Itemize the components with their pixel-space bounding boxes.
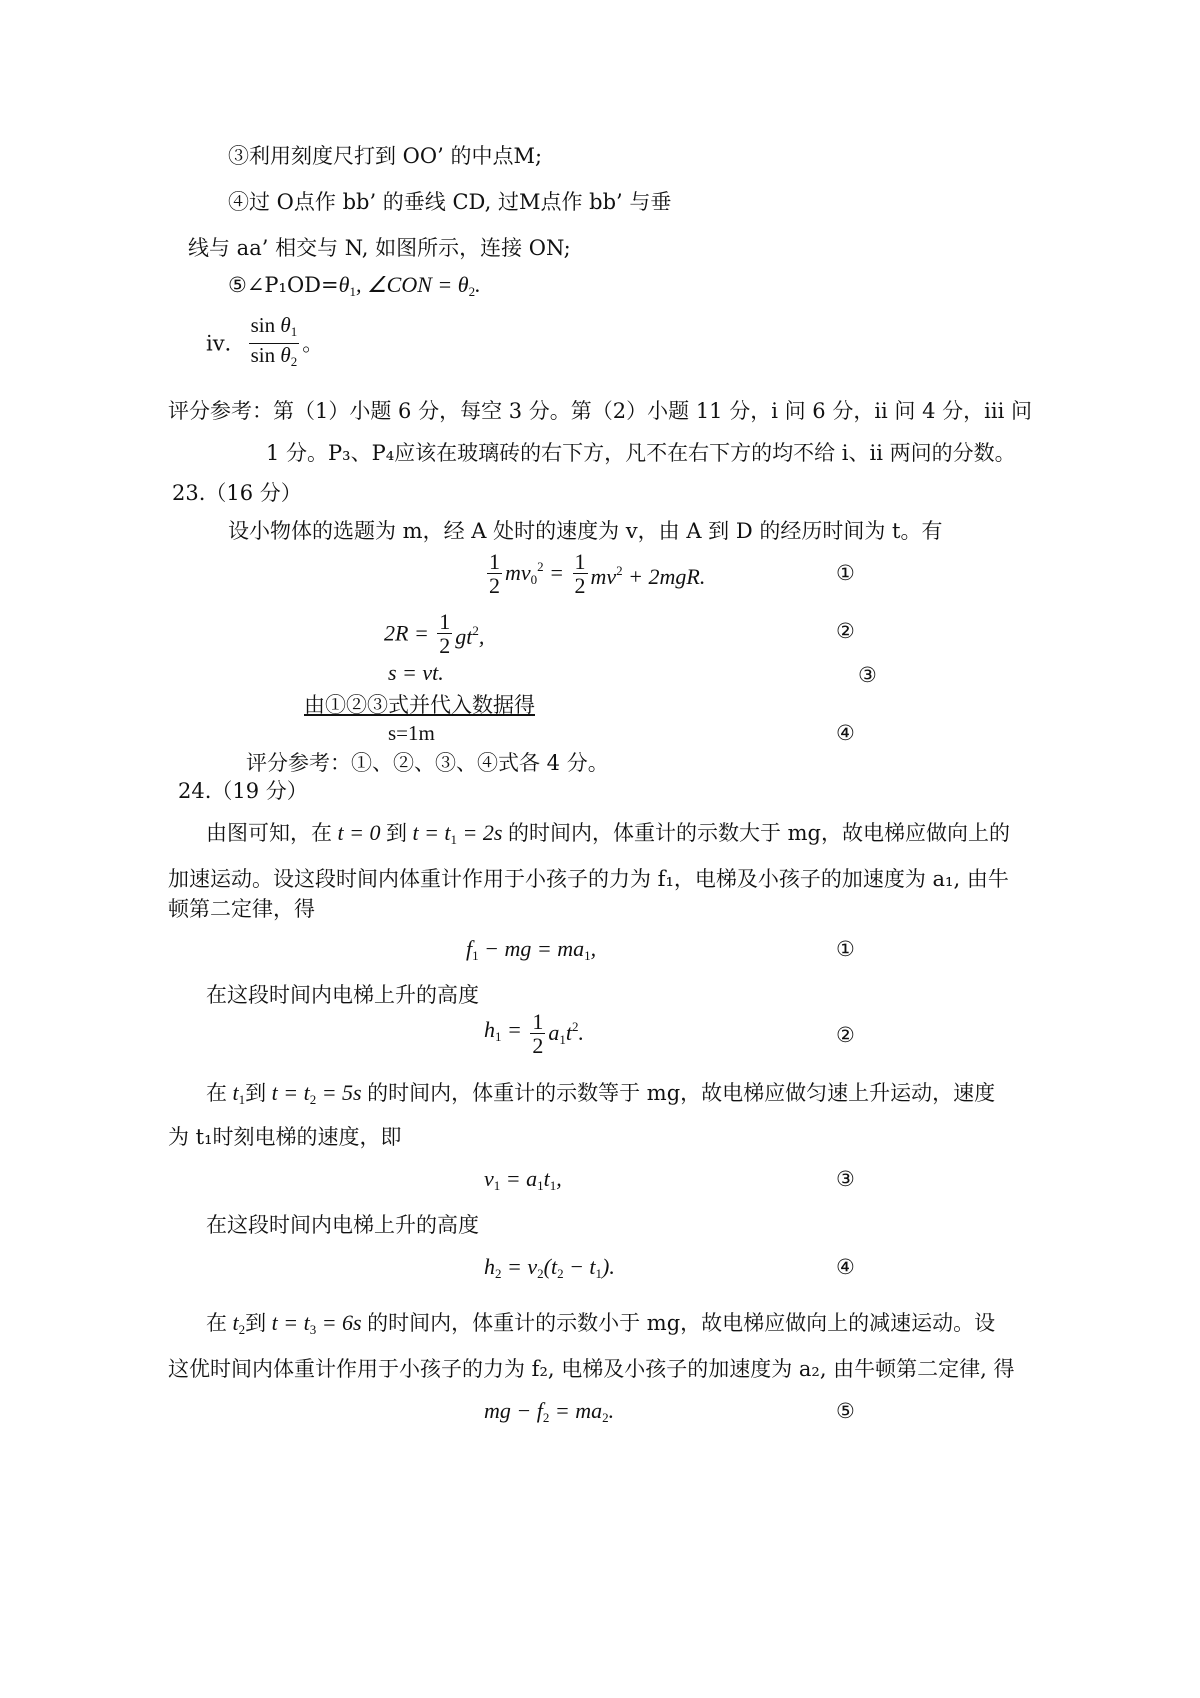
scoring-22-line2: 1 分。P₃、P₄应该在玻璃砖的右下方，凡不在右下方的均不给 i、ii 两问的分数。: [266, 441, 1016, 465]
sin-ratio: $\frac{\sin \theta_1}{\sin \theta_2}$: [250, 313, 298, 369]
iv-end: 。: [302, 331, 324, 356]
eq-number-3: ③: [858, 663, 877, 687]
q23-header: 23.（16 分）: [172, 481, 302, 505]
q24-p3-line2: 这优时间内体重计作用于小孩子的力为 f₂, 电梯及小孩子的加速度为 a₂, 由牛顿第二定律, 得: [168, 1357, 1015, 1381]
q23-derive-label: 由①②③式并代入数据得: [304, 693, 535, 717]
eq23-1: $\frac{1}{2}$ $mv_0^2$ = $\frac{1}{2}$ $mv^2 + 2mgR$.: [489, 549, 706, 598]
eq24-1: $f_1$ − mg = $ma_1$,: [466, 936, 597, 963]
q24-time-range-2: $t_1$: [227, 1080, 246, 1107]
q24-p2-b: 的时间内，体重计的示数等于 mg，故电梯应做匀速上升运动，速度: [367, 1081, 996, 1105]
q24-p3-b: 的时间内，体重计的示数小于 mg，故电梯应做向上的减速运动。设: [367, 1311, 996, 1335]
q24-p3-line1: 在 $t_2$到 $t = t_3 = 6s$ 的时间内，体重计的示数小于 mg，故电梯应做向上的减速运动。设: [206, 1310, 996, 1337]
q24-p1-line2: 加速运动。设这段时间内体重计作用于小孩子的力为 f₁，电梯及小孩子的加速度为 a₁, 由牛: [168, 867, 1009, 891]
eq24-number-3: ③: [836, 1167, 855, 1191]
eq24-number-2: ②: [836, 1023, 855, 1047]
q24-p3-a: 在: [206, 1311, 227, 1335]
eq24-number-5: ⑤: [836, 1399, 855, 1423]
q24-p1-b: 的时间内，体重计的示数大于 mg，故电梯应做向上的: [507, 821, 1010, 845]
eq23-2: 2R = $\frac{1}{2}$ $gt^2$,: [384, 609, 485, 658]
q24-p1-line1: 由图可知，在 t = 0 到 $t = t_1 = 2s$ 的时间内，体重计的示数大于 mg，故电梯应做向上的: [206, 820, 1010, 847]
eq24-2: $h_1$ = $\frac{1}{2}$ $a_1t^2$.: [484, 1009, 584, 1058]
q24-time-range-1: t = 0: [332, 820, 386, 845]
q24-p1-a: 由图可知，在: [206, 821, 332, 845]
q23-scoring: 评分参考：①、②、③、④式各 4 分。: [246, 751, 609, 775]
step-5: [228, 272, 481, 305]
q24-p1-line3: 顿第二定律，得: [168, 897, 315, 921]
q23-intro: 设小物体的选题为 m，经 A 处时的速度为 v，由 A 到 D 的经历时间为 t。有: [228, 519, 943, 543]
q24-time-range-3: $t_2$: [227, 1310, 246, 1337]
q24-header: 24.（19 分）: [178, 779, 308, 803]
eq23-3: s = vt.: [388, 660, 444, 685]
q24-p2-line1: 在 $t_1$到 $t = t_2 = 5s$ 的时间内，体重计的示数等于 mg，故电梯应做匀速上升运动，速度: [206, 1080, 996, 1107]
scoring-22-line1: 评分参考：第（1）小题 6 分，每空 3 分。第（2）小题 11 分，i 问 6 分，ii 问 4 分，iii 问: [168, 399, 1032, 423]
iv-label: iv．: [206, 331, 246, 356]
q24-p2-a: 在: [206, 1081, 227, 1105]
q24-p2-line2: 为 t₁时刻电梯的速度，即: [168, 1125, 402, 1149]
step-4-line1: ④过 O点作 bb’ 的垂线 CD, 过M点作 bb’ 与垂: [228, 190, 672, 214]
step-5-prefix: ⑤∠P₁OD=: [228, 273, 339, 297]
eq-number-4: ④: [836, 721, 855, 745]
step-3: ③利用刻度尺打到 OO’ 的中点M;: [228, 144, 543, 168]
iv-answer: [206, 314, 323, 373]
eq24-number-4: ④: [836, 1255, 855, 1279]
step-5-formula: $\theta_1$, ∠CON = $\theta_2$.: [338, 272, 481, 299]
step-4-line2: 线与 aa’ 相交与 N, 如图所示，连接 ON;: [188, 236, 571, 260]
eq-number-1: ①: [836, 561, 855, 585]
eq24-5: mg − $f_2 = ma_2$.: [484, 1398, 615, 1425]
eq24-number-1: ①: [836, 937, 855, 961]
eq-number-2: ②: [836, 619, 855, 643]
q24-h2-label: 在这段时间内电梯上升的高度: [206, 1213, 479, 1237]
q23-result: s=1m: [388, 721, 435, 745]
eq24-3: $v_1 = a_1t_1$,: [484, 1166, 562, 1193]
q24-h1-label: 在这段时间内电梯上升的高度: [206, 983, 479, 1007]
eq24-4: $h_2 = v_2(t_2 - t_1)$.: [484, 1254, 615, 1281]
